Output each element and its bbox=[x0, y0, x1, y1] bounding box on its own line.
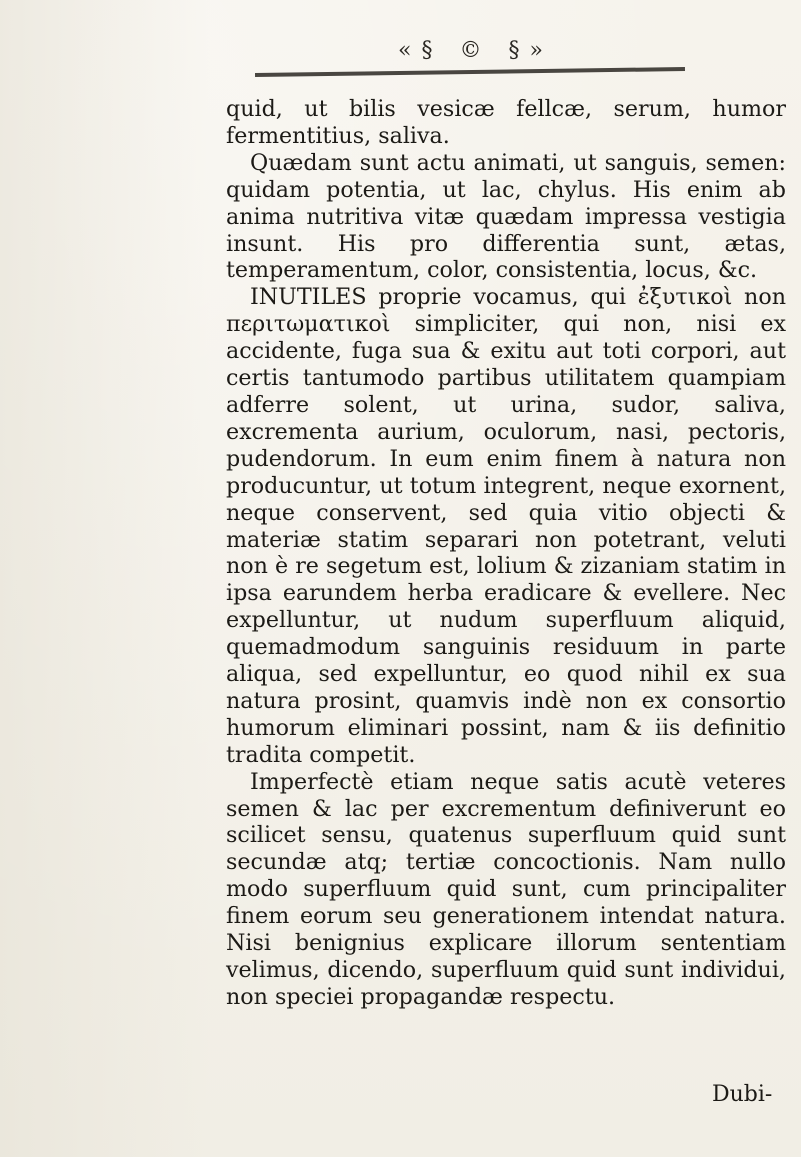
paragraph-3: INUTILES proprie vocamus, qui ἐξυτικοὶ non περιτωματικοὶ simpliciter, qui non, nisi ex accidente, fuga sua & exitu aut toti corpori, aut certis tantumodo partibus utilitatem quampiam adferre solent, ut urina, sudor, saliva, excrementa aurium, oculorum, nasi, pectoris, pudendorum. In eum enim finem à natura non producuntur, ut totum integrent, neque exornent, neque conservent, sed quia vitio objecti & materiæ statim separari non potetrant, veluti non è re segetum est, lolium & zizaniam statim in ipsa earundem herba eradicare & evellere. Nec expelluntur, ut nudum superfluum aliquid, quemadmodum sanguinis residuum in parte aliqua, sed expelluntur, eo quod nihil ex sua natura prosint, quamvis indè non ex consortio humorum eliminari possint, nam & iis definitio tradita competit. bbox=[226, 284, 786, 768]
paragraph-2: Quædam sunt actu animati, ut sanguis, semen: quidam potentia, ut lac, chylus. His enim ab anima nutritiva vitæ quædam impressa vestigia insunt. His pro differentia sunt, ætas, temperamentum, color, consistentia, locus, &c. bbox=[226, 149, 786, 284]
header-ornament: «§ © §» bbox=[398, 38, 553, 63]
page-shading bbox=[0, 0, 210, 1157]
header-rule bbox=[255, 67, 685, 77]
paragraph-1: quid, ut bilis vesicæ fellcæ, serum, humor fermentitius, saliva. bbox=[226, 96, 786, 149]
body-text bbox=[226, 96, 786, 1011]
paragraph-4: Imperfectè etiam neque satis acutè veteres semen & lac per excrementum definiverunt eo scilicet sensu, quatenus superfluum quid sunt secundæ atq; tertiæ concoctionis. Nam nullo modo superfluum quid sunt, cum principaliter finem eorum seu generationem intendat natura. Nisi benignius explicare illorum sententiam velimus, dicendo, superfluum quid sunt individui, non speciei propagandæ respectu. bbox=[226, 768, 786, 1010]
catchword: Dubi- bbox=[712, 1082, 773, 1107]
